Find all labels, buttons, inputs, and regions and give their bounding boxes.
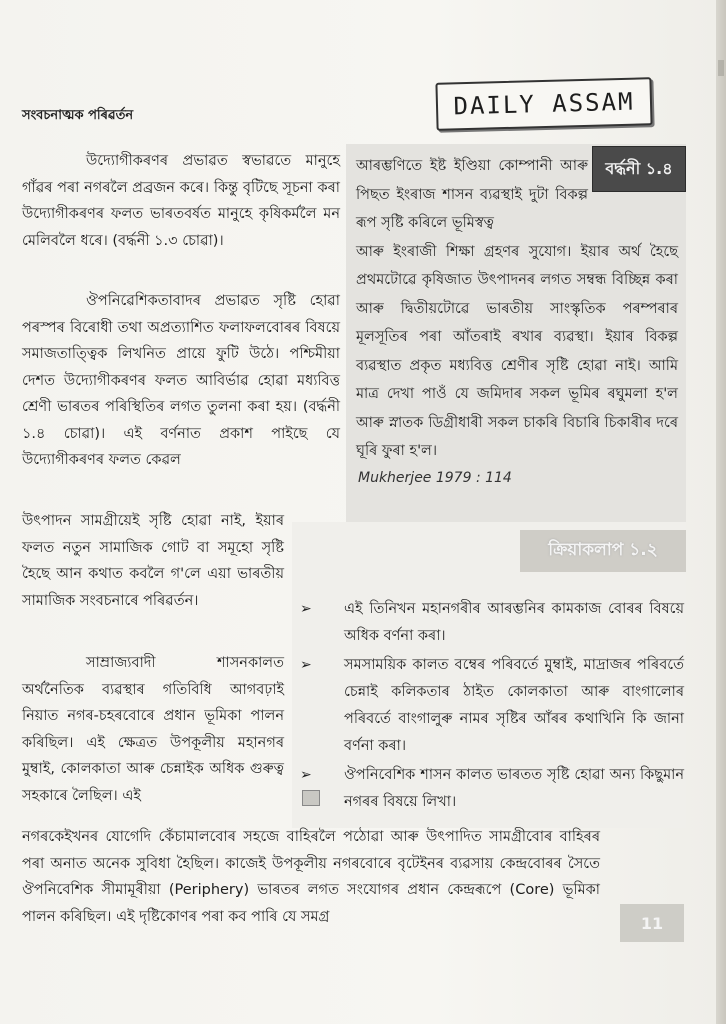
page-edge: [716, 0, 726, 1024]
arrow-bullet-icon: ➢: [300, 767, 312, 783]
paragraph-coastal-cities: নগৰকেইখনৰ যোগেদি কেঁচামালবোৰ সহজে বাহিৰলৈ পঠোৱা আৰু উৎপাদিত সামগ্ৰীবোৰ বাহিৰৰ পৰা অনাত অনেক সুবিধা হৈছিল। কাজেই উপকূলীয় নগৰবোৰে বৃটেইনৰ ব্যৱসায় কেন্দ্ৰবোৰৰ সৈতে ঔপনিবেশিক সীমামূৰীয়া (Periphery) ভাৰতৰ লগত সংযোগৰ প্ৰধান কেন্দ্ৰৰূপে (Core) ভূমিকা পালন কৰিছিল। এই দৃষ্টিকোণৰ পৰা কব পাৰি যে সমগ্ৰ: [22, 829, 600, 925]
edge-mark: [718, 60, 724, 76]
chapter-header: সংবচনাত্মক পৰিৱৰ্তন: [22, 108, 134, 123]
activity-title: ক্ৰিয়াকলাপ ১.২: [548, 540, 658, 560]
watermark-text: DAILY ASSAM: [453, 87, 635, 121]
box-1-4-tag: বৰ্দ্ধনী ১.৪: [592, 146, 686, 192]
box-1-4-first-lines: আৰম্ভণিতে ইষ্ট ইণ্ডিয়া কোম্পানী আৰু পিছত ইংৰাজ শাসন ব্যৱস্থাই দুটা বিকল্প ৰূপ সৃষ্টি কৰিলে ভূমিস্বত্ব: [356, 158, 588, 231]
box-1-4-body: [356, 152, 678, 466]
paragraph-colonialism-continued: উৎপাদন সামগ্ৰীয়েই সৃষ্টি হোৱা নাই, ইয়াৰ ফলত নতুন সামাজিক গোট বা সমূহো সৃষ্টি হৈছে আন কথাত কবলৈ গ'লে এয়া ভাৰতীয় সামাজিক সংবচনাৰে পৰিৱৰ্তন।: [22, 513, 284, 609]
activity-item: [300, 652, 684, 760]
page-number: 11: [620, 904, 684, 942]
activity-item: [300, 596, 684, 650]
paragraph-urbanization: উদ্যোগীকৰণৰ প্ৰভাৱত স্বভাৱতে মানুহে গাঁৱৰ পৰা নগৰলৈ প্ৰব্ৰজন কৰে। কিন্তু বৃটিছে সূচনা কৰা উদ্যোগীকৰণৰ ফলত ভাৰতবৰ্ষত মানুহে কৃষিকৰ্মলৈ মন মেলিবলৈ ধৰে। (বৰ্দ্ধনী ১.৩ চোৱা)।: [22, 153, 340, 249]
arrow-bullet-icon: ➢: [300, 601, 312, 617]
watermark-stamp: [435, 77, 652, 131]
activity-item: [300, 762, 684, 816]
paragraph-colonialism: ঔপনিৱেশিকতাবাদৰ প্ৰভাৱত সৃষ্টি হোৱা পৰস্পৰ বিৰোধী তথা অপ্ৰত্যাশিত ফলাফলবোৰৰ বিষয়ে সমাজতাত্ত্বিক লিখনিত প্ৰায়ে ফুটি উঠে। পশ্চিমীয়া দেশত উদ্যোগীকৰণৰ ফলত আবিৰ্ভাৱ হোৱা মধ্যবিত্ত শ্ৰেণী ভাৰতৰ পৰিস্থিতিৰ লগত তুলনা কৰা হয়। (বৰ্দ্ধনী ১.৪ চোৱা)। এই বৰ্ণনাত প্ৰকাশ পাইছে যে উদ্যোগীকৰণৰ ফলত কেৱল: [22, 293, 340, 468]
box-1-4-rest: আৰু ইংৰাজী শিক্ষা গ্ৰহণৰ সুযোগ। ইয়াৰ অৰ্থ হৈছে প্ৰথমটোৱে কৃষিজাত উৎপাদনৰ লগত সম্বন্ধ বিচ্ছিন্ন কৰা আৰু দ্বিতীয়টোৱে ভাৰতীয় সাংস্কৃতিক পৰম্পৰাৰ মূলসূতিৰ পৰা আঁতৰাই ৰখাৰ ব্যৱস্থা। ইয়াৰ বিকল্প ব্যৱস্থাত প্ৰকৃত মধ্যবিত্ত শ্ৰেণীৰ সৃষ্টি হোৱা নাই। আমি মাত্ৰ দেখা পাওঁ যে জমিদাৰ সকল ভূমিৰ ৰঘুমলা হ'ল আৰু স্নাতক ডিগ্ৰীধাৰী সকল চাকৰি বিচাৰি চিকাৰীৰ দৰে ঘূৰি ফুৰা হ'ল।: [356, 243, 678, 459]
box-1-4-citation: Mukherjee 1979 : 114: [358, 470, 512, 486]
paragraph-imperial-rule: সাম্ৰাজ্যবাদী শাসনকালত অৰ্থনৈতিক ব্যৱস্থাৰ গতিবিধি আগবঢ়াই নিয়াত নগৰ-চহৰবোৰে প্ৰধান ভূমিকা পালন কৰিছিল। এই ক্ষেত্ৰত উপকূলীয় মহানগৰ মুম্বাই, কোলকাতা আৰু চেন্নাইক অধিক গুৰুত্ব সহকাৰে লৈছিল। এই: [22, 655, 284, 804]
arrow-bullet-icon: ➢: [300, 657, 312, 673]
square-marker-icon: [302, 790, 320, 806]
activity-item-text: সমসাময়িক কালত বম্বেৰ পৰিবৰ্তে মুম্বাই, মাদ্ৰাজৰ পৰিবৰ্তে চেন্নাই কলিকতাৰ ঠাইত কোলকাতা আৰু বাংগালোৰ পৰিবৰ্তে বাংগালুৰু নামৰ সৃষ্টিৰ আঁৰৰ কথাখিনি কি জানা বৰ্ণনা কৰা।: [344, 657, 684, 754]
activity-title-bar: [520, 530, 686, 572]
activity-item-text: ঔপনিবেশিক শাসন কালত ভাৰতত সৃষ্টি হোৱা অন্য কিছুমান নগৰৰ বিষয়ে লিখা।: [344, 767, 684, 810]
activity-item-text: এই তিনিখন মহানগৰীৰ আৰম্ভনিৰ কামকাজ বোৰৰ বিষয়ে অধিক বৰ্ণনা কৰা।: [344, 601, 684, 644]
